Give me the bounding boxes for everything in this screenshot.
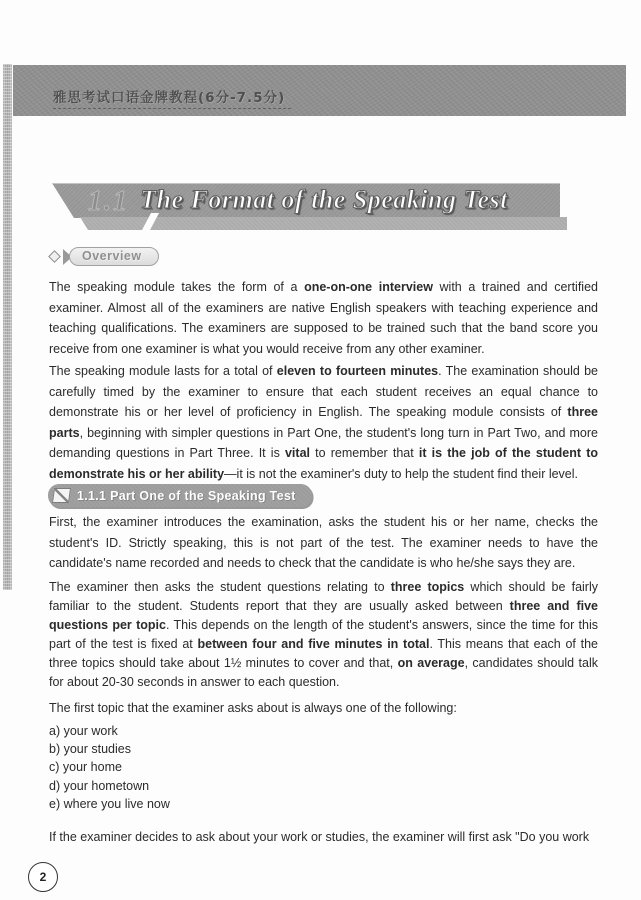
subsection-heading-label: 1.1.1 Part One of the Speaking Test [77,488,296,503]
page-number-badge [28,862,58,892]
list-item: b) your studies [49,742,131,757]
overview-heading [50,246,159,267]
list-intro: The first topic that the examiner asks about is always one of the following: [49,701,457,715]
body-paragraph: The speaking module takes the form of a one-on-one interview with a trained and certified examiner. Almost all of the examiners are native English speakers with teaching experience and teaching qualifications. The examiners are supposed to be trained such that the band score you receive from one examiner is what you would receive from any other examiner. [49,280,598,356]
subsection-heading [48,484,312,507]
body-paragraph: First, the examiner introduces the examination, asks the student his or her name, checks the student's ID. Strictly speaking, this is not part of the test. The examiner needs to have the candidate's name recorded and needs to check that the candidate is who he/she says they are. [49,515,598,570]
chapter-header-bar [13,65,626,116]
body-paragraph: The speaking module lasts for a total of eleven to fourteen minutes. The examination should be carefully timed by the examiner to ensure that each student receives an equal chance to demonstrate his or her level of proficiency in English. The speaking module consists of three parts, beginning with simpler questions in Part One, the student's long turn in Part Two, and more demanding questions in Part Three. It is vital to remember that it is the job of the student to demonstrate his or her ability—it is not the examiner's duty to help the student find their level. [49,364,598,481]
list-item: d) your hometown [49,778,150,793]
page-number: 2 [39,870,47,884]
page-binding-texture [3,64,12,590]
body-paragraph: The examiner then asks the student questions relating to three topics which should be fairly familiar to the student. Students report that they are usually asked between three and five questions per topic. This depends on the length of the student's answers, since the time for this part of the test is fixed at between four and five minutes in total. This means that each of the three topics should take about 1½ minutes to cover and that, on average, candidates should talk for about 20-30 seconds in answer to each question. [49,580,598,689]
page-title: The Format of the Speaking Test [140,185,508,214]
list-item: e) where you live now [49,796,170,811]
overview-heading-label: Overview [69,247,159,266]
flag-box-icon [52,488,71,503]
body-paragraph: If the examiner decides to ask about your work or studies, the examiner will first ask "Do you work [49,830,590,844]
topic-list [49,722,598,813]
chapter-header-text: 雅思考试口语金牌教程(6分-7.5分) [53,86,291,109]
diamond-bullet-icon [48,250,61,263]
list-item: a) your work [49,724,118,738]
section-number: 1.1 [88,186,129,217]
list-item: c) your home [49,760,122,775]
